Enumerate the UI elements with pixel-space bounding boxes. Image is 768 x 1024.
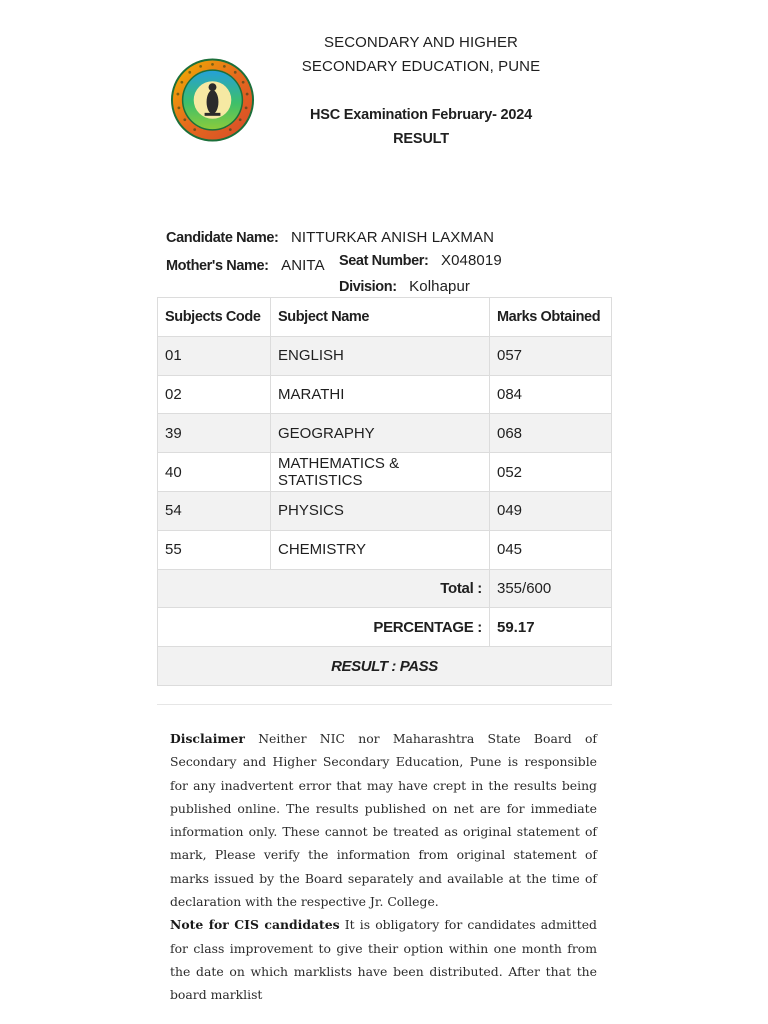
candidate-name-label: Candidate Name <box>166 230 275 246</box>
candidate-name-value: NITTURKAR ANISH LAXMAN <box>290 229 495 246</box>
mother-name-label: Mother's Name <box>166 258 265 274</box>
subject-code: 01 <box>158 336 271 375</box>
total-value: 355/600 <box>490 569 612 608</box>
divider <box>157 704 612 705</box>
total-row <box>158 569 612 608</box>
table-row <box>158 491 612 530</box>
division-label: Division <box>339 279 393 295</box>
candidate-name-row: Candidate Name: NITTURKAR ANISH LAXMAN <box>166 229 495 246</box>
percentage-label: PERCENTAGE : <box>158 608 490 647</box>
division-row: Division: Kolhapur <box>339 278 471 295</box>
table-row <box>158 336 612 375</box>
total-label: Total : <box>158 569 490 608</box>
result-status: RESULT : PASS <box>158 647 612 686</box>
mother-name-value: ANITA <box>281 257 325 274</box>
subject-name: CHEMISTRY <box>271 530 490 569</box>
disclaimer-text <box>170 727 597 1007</box>
subject-marks: 068 <box>490 414 612 453</box>
header-subject-name: Subject Name <box>271 298 490 337</box>
subject-marks: 049 <box>490 491 612 530</box>
subject-marks: 045 <box>490 530 612 569</box>
mother-name-row: Mother's Name: ANITA <box>166 257 325 274</box>
subject-code: 55 <box>158 530 271 569</box>
marks-table <box>157 297 612 686</box>
table-row <box>158 375 612 414</box>
board-seal-icon <box>169 56 256 144</box>
table-row <box>158 414 612 453</box>
seat-number-row: Seat Number: X048019 <box>339 252 502 269</box>
percentage-row <box>158 608 612 647</box>
subject-code: 40 <box>158 453 271 492</box>
seat-number-label: Seat Number <box>339 253 425 269</box>
board-name-line-1: SECONDARY AND HIGHER <box>324 34 518 51</box>
exam-title: HSC Examination February- 2024 <box>309 107 533 123</box>
subject-name: GEOGRAPHY <box>271 414 490 453</box>
header-subjects-code: Subjects Code <box>158 298 271 337</box>
disclaimer-body: Neither NIC nor Maharashtra State Board of Secondary and Higher Secondary Education, Pune is responsible for any inadvertent error that may have crept in the results being published online. The results published on net are for immediate information only. These cannot be treated as original statement of mark, Please verify the information from original statement of marks issued by the Board separately and available at the time of declaration with the respective Jr. College. <box>170 731 597 910</box>
table-row <box>158 530 612 569</box>
table-row <box>158 453 612 492</box>
seat-number-value: X048019 <box>441 252 502 269</box>
subject-name: PHYSICS <box>271 491 490 530</box>
cis-note-label: Note for CIS candidates <box>170 917 340 933</box>
cis-note-body: It is obligatory for candidates admitted for class improvement to give their option within one month from the date on which marklists have been distributed. After that the board marklist <box>170 917 597 1003</box>
subject-name: ENGLISH <box>271 336 490 375</box>
subject-marks: 084 <box>490 375 612 414</box>
header-marks-obtained: Marks Obtained <box>490 298 612 337</box>
result-row <box>158 647 612 686</box>
result-heading: RESULT <box>393 131 449 147</box>
table-header-row <box>158 298 612 337</box>
subject-name: MARATHI <box>271 375 490 414</box>
subject-name: MATHEMATICS & STATISTICS <box>271 453 490 492</box>
subject-marks: 052 <box>490 453 612 492</box>
division-value: Kolhapur <box>409 278 471 295</box>
subject-code: 54 <box>158 491 271 530</box>
subject-code: 02 <box>158 375 271 414</box>
subject-marks: 057 <box>490 336 612 375</box>
percentage-value: 59.17 <box>490 608 612 647</box>
disclaimer-label: Disclaimer <box>170 731 245 746</box>
board-name-line-2: SECONDARY EDUCATION, PUNE <box>301 58 541 75</box>
subject-code: 39 <box>158 414 271 453</box>
